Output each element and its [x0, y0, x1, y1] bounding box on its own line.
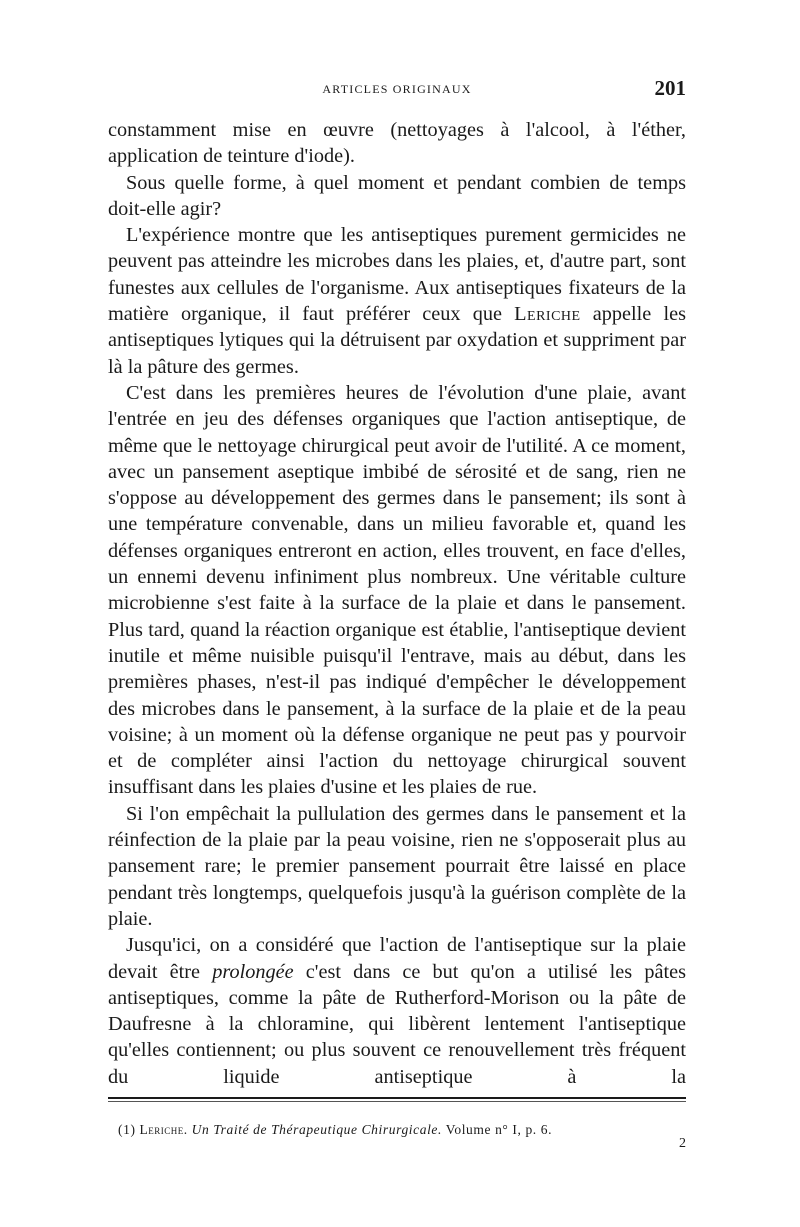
paragraph: Si l'on empêchait la pullulation des germes dans le pansement et la réinfection de la plaie par la peau voisine, rien ne s'opposerait plus au pansement rare; le premier pansement pourrait être laissé en place pendant très longtemps, quelquefois jusqu'à la guérison complète de la plaie.: [108, 802, 686, 930]
paragraph: [108, 222, 686, 380]
paragraph-line: constamment mise en œuvre (nettoyages à l'alcool, à l'éther,: [108, 119, 686, 141]
footnote-marker: (1): [118, 1122, 136, 1137]
paragraph-line: application de teinture d'iode).: [108, 145, 355, 168]
footnote: [118, 1122, 678, 1138]
paragraph: [108, 932, 686, 1090]
paragraph-continuation: [108, 117, 686, 143]
paragraph: C'est dans les premières heures de l'évolution d'une plaie, avant l'entrée en jeu des défenses organiques que l'action antiseptique, de même que le nettoyage chirurgical peut avoir de l'utilité. A ce moment, avec un pansement aseptique imbibé de sérosité et de sang, rien ne s'oppose au développement des germes dans le pansement; ils sont à une température convenable, dans un milieu favorable et, quand les défenses organiques entreront en action, elles trouvent, en face d'elles, un ennemi devenu infiniment plus nombreux. Une véritable culture microbienne s'est faite à la surface de la plaie et dans le pansement. Plus tard, quand la réaction organique est établie, l'antiseptique devient inutile et même nuisible puisqu'il l'entrave, mais au début, dans les premières phases, n'est-il pas indiqué d'empêcher le développement des microbes dans le pansement, à la surface de la plaie et de la peau voisine; à un moment où la défense organique ne peut pas y pourvoir et de compléter ainsi l'action du nettoyage chirurgical souvent insuffisant dans les plaies d'usine et les plaies de rue.: [108, 381, 686, 799]
signature-mark: 2: [679, 1136, 686, 1151]
paragraph-continuation-end: [108, 143, 686, 169]
paragraph-text: c'est dans ce but qu'on a utilisé les pâtes antiseptiques, comme la pâte de Rutherford-Morison ou la pâte de Daufresne à la chloramine, qui libèrent lentement l'antiseptique qu'elles contiennent; ou plus souvent ce renouvellement très fréquent du liquide antiseptique à la: [108, 960, 686, 1088]
footnote-divider: [108, 1097, 686, 1099]
paragraph-text: Jusqu'ici, on a considéré que l'action de l'antiseptique sur la plaie devait être: [108, 934, 686, 983]
page-number: 201: [654, 76, 686, 100]
running-head: ARTICLES ORIGINAUX: [322, 82, 472, 96]
footnote-divider-thin: [108, 1101, 686, 1102]
body-text: [108, 117, 686, 1090]
paragraph-text: L'expérience montre que les antiseptiques purement germicides ne peuvent pas atteindre les microbes dans les plaies, et, d'autre part, sont funestes aux cellules de l'organisme. Aux antiseptiques fixateurs de la matière organique, il faut préférer ceux que: [108, 224, 686, 326]
footnote-title: Un Traité de Thérapeutique Chirurgicale.: [191, 1122, 443, 1137]
paragraph-text: appelle les antiseptiques lytiques qui la détruisent par oxydation et suppriment par là la pâture des germes.: [108, 303, 686, 378]
emphasis: prolongée: [212, 960, 294, 983]
footnote-author: Leriche.: [139, 1122, 188, 1137]
paragraph: Sous quelle forme, à quel moment et pendant combien de temps doit-elle agir?: [108, 171, 686, 220]
footnote-reference: Volume n° I, p. 6.: [445, 1122, 553, 1137]
page-header: [108, 76, 686, 100]
author-name: Leriche: [514, 303, 581, 326]
